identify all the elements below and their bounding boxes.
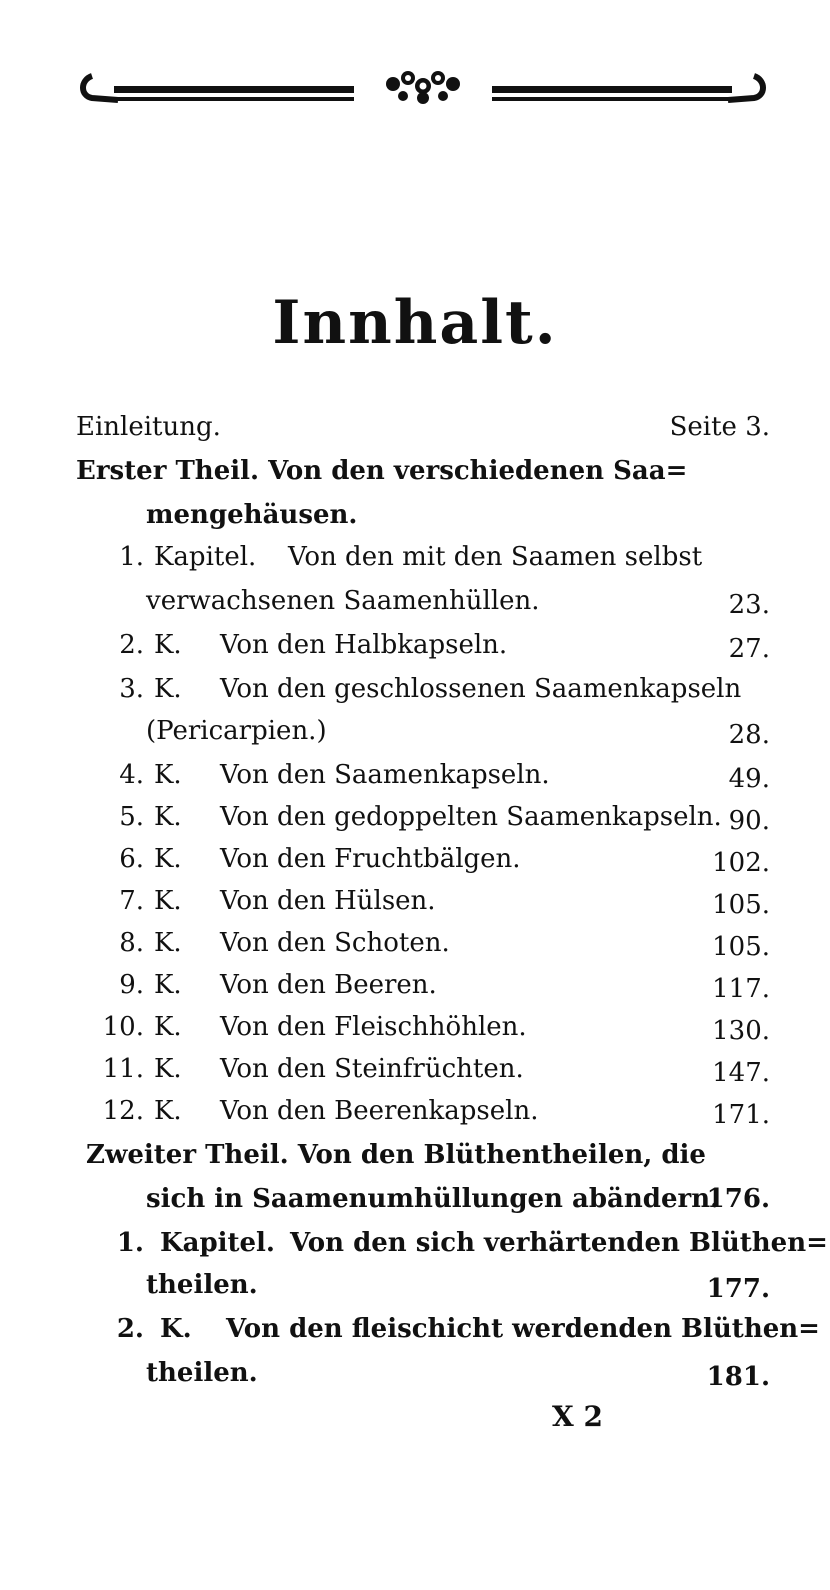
ch4-abbr: K.: [154, 760, 182, 790]
intro-label: Einleitung.: [76, 412, 221, 442]
ch5-abbr: K.: [154, 802, 182, 832]
p2ch2-page: 181.: [706, 1362, 770, 1392]
ch5-num: 5.: [119, 802, 144, 832]
part1-heading: Erster Theil. Von den verschiedenen Saa=: [76, 456, 688, 486]
ch4-num: 4.: [119, 760, 144, 790]
ch2-abbr: K.: [154, 630, 182, 660]
p2ch1-title: Von den sich verhärtenden Blüthen=: [290, 1228, 828, 1258]
p2ch2-abbr: K.: [160, 1314, 192, 1344]
ch7-page: 105.: [712, 890, 770, 920]
p2ch1-abbr: Kapitel.: [160, 1228, 275, 1258]
part2-heading-cont: sich in Saamenumhüllungen abändern.: [146, 1184, 720, 1214]
header-ornament: [78, 66, 768, 112]
intro-page: Seite 3.: [669, 412, 770, 442]
p2ch2-num: 2.: [116, 1314, 144, 1344]
ch3-title-cont: (Pericarpien.): [146, 716, 327, 746]
ch9-abbr: K.: [154, 970, 182, 1000]
ch7-abbr: K.: [154, 886, 182, 916]
ch11-num: 11.: [102, 1054, 144, 1084]
ch9-page: 117.: [712, 974, 770, 1004]
ch6-num: 6.: [119, 844, 144, 874]
signature-mark: X 2: [552, 1400, 603, 1433]
ch8-num: 8.: [119, 928, 144, 958]
ch2-page: 27.: [728, 634, 770, 664]
ch1-abbr: Kapitel.: [154, 542, 257, 572]
ch12-abbr: K.: [154, 1096, 182, 1126]
ch11-title: Von den Steinfrüchten.: [220, 1054, 524, 1084]
ch6-title: Von den Fruchtbälgen.: [220, 844, 521, 874]
page-title: Innhalt.: [272, 288, 558, 358]
ch3-abbr: K.: [154, 674, 182, 704]
ch1-page: 23.: [728, 590, 770, 620]
ch3-page: 28.: [728, 720, 770, 750]
p2ch1-page: 177.: [706, 1274, 770, 1304]
p2ch2-title: Von den fleischicht werdenden Blüthen=: [226, 1314, 820, 1344]
ch1-title-cont: verwachsenen Saamenhüllen.: [146, 586, 540, 616]
ch6-abbr: K.: [154, 844, 182, 874]
p2ch1-title-cont: theilen.: [146, 1270, 258, 1300]
part2-page: 176.: [706, 1184, 770, 1214]
ch4-title: Von den Saamenkapseln.: [220, 760, 550, 790]
ch10-page: 130.: [712, 1016, 770, 1046]
ch6-page: 102.: [712, 848, 770, 878]
ch3-title: Von den geschlossenen Saamenkapseln: [220, 674, 742, 704]
ch7-num: 7.: [119, 886, 144, 916]
part1-heading-cont: mengehäusen.: [146, 500, 358, 530]
p2ch1-num: 1.: [116, 1228, 144, 1258]
ch2-title: Von den Halbkapseln.: [220, 630, 508, 660]
ch11-abbr: K.: [154, 1054, 182, 1084]
ch8-title: Von den Schoten.: [220, 928, 450, 958]
ch10-abbr: K.: [154, 1012, 182, 1042]
p2ch2-title-cont: theilen.: [146, 1358, 258, 1388]
ch7-title: Von den Hülsen.: [220, 886, 436, 916]
ch12-page: 171.: [712, 1100, 770, 1130]
ch10-title: Von den Fleischhöhlen.: [220, 1012, 527, 1042]
part2-heading: Zweiter Theil. Von den Blüthentheilen, die: [86, 1140, 706, 1170]
ch12-title: Von den Beerenkapseln.: [220, 1096, 539, 1126]
ch3-num: 3.: [119, 674, 144, 704]
ch9-title: Von den Beeren.: [220, 970, 437, 1000]
ch8-page: 105.: [712, 932, 770, 962]
ch5-page: 90.: [728, 806, 770, 836]
ch1-num: 1.: [119, 542, 144, 572]
ch1-title: Von den mit den Saamen selbst: [288, 542, 703, 572]
ch8-abbr: K.: [154, 928, 182, 958]
ch10-num: 10.: [102, 1012, 144, 1042]
ch9-num: 9.: [119, 970, 144, 1000]
ch12-num: 12.: [102, 1096, 144, 1126]
ch11-page: 147.: [712, 1058, 770, 1088]
ch2-num: 2.: [119, 630, 144, 660]
ch4-page: 49.: [728, 764, 770, 794]
ch5-title: Von den gedoppelten Saamenkapseln.: [220, 802, 722, 832]
